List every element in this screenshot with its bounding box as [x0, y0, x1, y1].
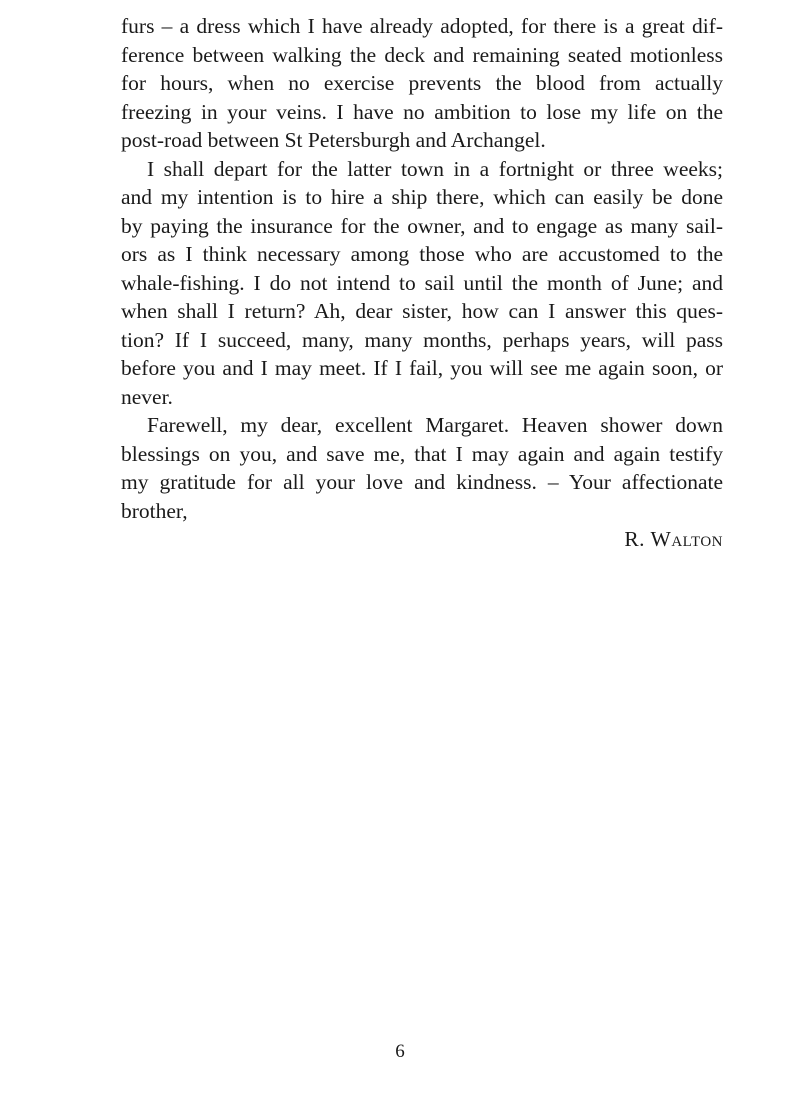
text-line: ors as I think necessary among those who are accustomed to the [121, 242, 723, 266]
text-line: for hours, when no exercise prevents the blood from actually [121, 71, 723, 95]
text-line: when shall I return? Ah, dear sister, how can I answer this ques- [121, 299, 723, 323]
paragraph-2 [121, 155, 723, 412]
body-text [121, 12, 723, 554]
text-line: my gratitude for all your love and kindness. – Your affectionate [121, 470, 723, 494]
page-number: 6 [395, 1041, 405, 1062]
paragraph-1 [121, 12, 723, 155]
text-line: by paying the insurance for the owner, and to engage as many sail- [121, 213, 723, 238]
text-line: brother, [121, 498, 188, 523]
text-line: furs – a dress which I have already adopted, for there is a great dif- [121, 14, 723, 38]
text-line: ference between walking the deck and remaining seated motionless [121, 42, 723, 67]
text-line: Farewell, my dear, excellent Margaret. Heaven shower down [147, 413, 723, 437]
text-line: whale-fishing. I do not intend to sail until the month of June; and [121, 270, 723, 295]
text-line: I shall depart for the latter town in a fortnight or three weeks; [147, 156, 723, 181]
text-line: tion? If I succeed, many, many months, perhaps years, will pass [121, 327, 723, 352]
paragraph-3 [121, 411, 723, 525]
text-line: post-road between St Petersburgh and Archangel. [121, 128, 546, 152]
text-line: before you and I may meet. If I fail, you will see me again soon, or [121, 356, 723, 380]
text-line: and my intention is to hire a ship there, which can easily be done [121, 185, 723, 209]
text-line: freezing in your veins. I have no ambition to lose my life on the [121, 99, 723, 124]
text-line: blessings on you, and save me, that I may again and again testify [121, 441, 723, 466]
text-line: never. [121, 384, 173, 409]
signature: R. Walton [624, 527, 723, 551]
